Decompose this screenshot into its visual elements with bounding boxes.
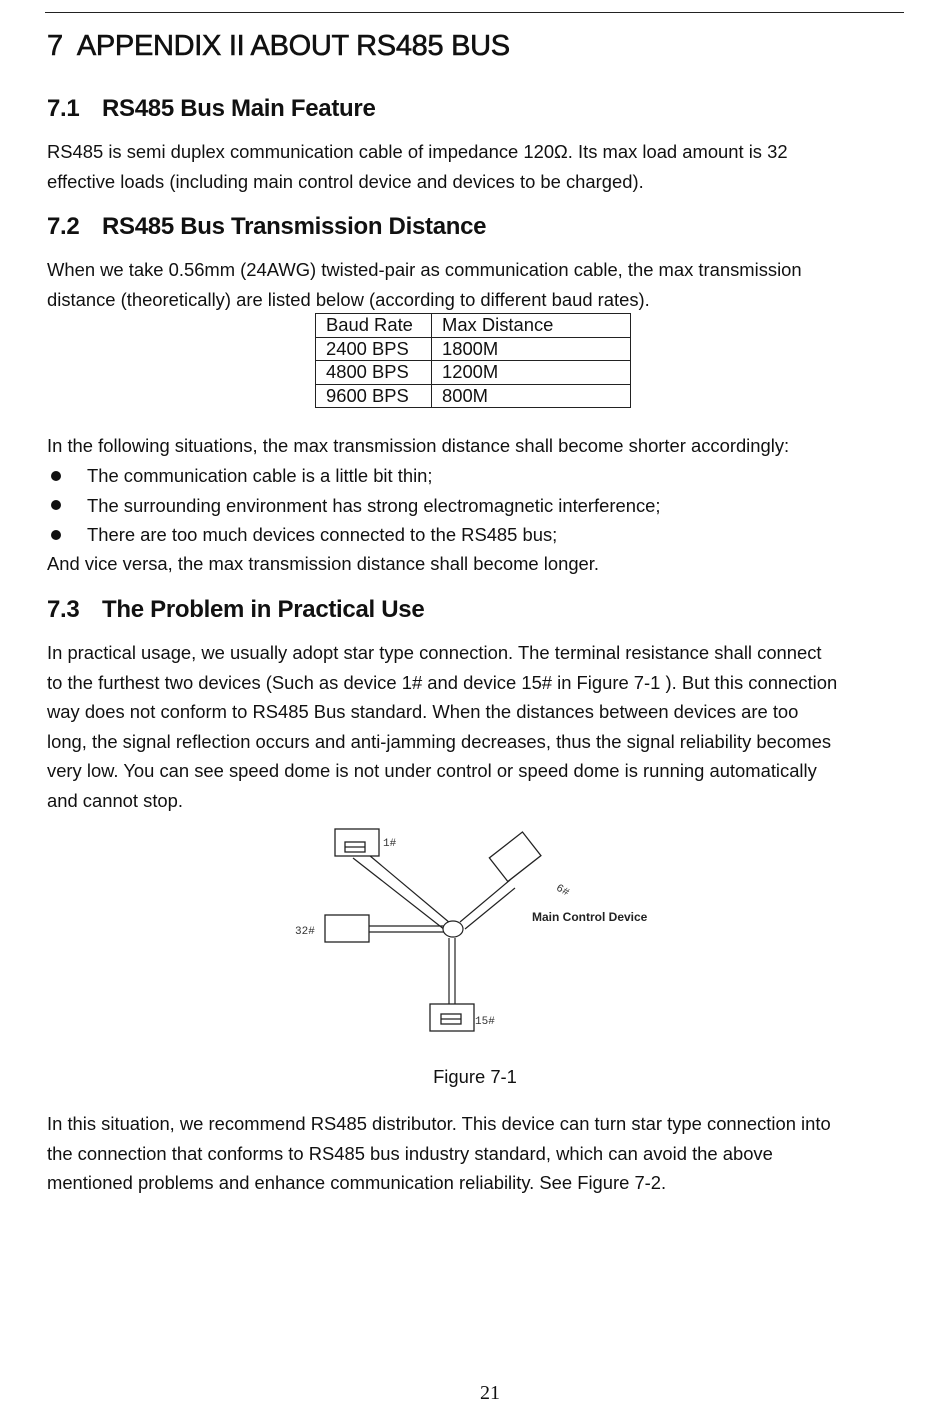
table-cell: 800M	[432, 384, 631, 408]
section-7-1-heading	[47, 95, 376, 123]
paragraph-line: way does not conform to RS485 Bus standard. When the distances between devices are too	[47, 701, 799, 722]
paragraph-line: mentioned problems and enhance communication reliability. See Figure 7-2.	[47, 1172, 667, 1193]
bullet-icon	[51, 500, 61, 510]
paragraph-line: very low. You can see speed dome is not under control or speed dome is running automatically	[47, 760, 817, 781]
table-cell: 1200M	[432, 361, 631, 385]
chapter-title	[47, 30, 510, 63]
header-rule	[45, 12, 904, 13]
paragraph-line: the connection that conforms to RS485 bus industry standard, which can avoid the above	[47, 1142, 773, 1164]
table-cell: 9600 BPS	[316, 384, 432, 408]
junction-node	[443, 921, 463, 937]
figure-caption: Figure 7-1	[433, 1066, 517, 1087]
list-item	[47, 520, 661, 550]
cable-line	[465, 888, 515, 929]
baud-rate-table	[315, 313, 631, 408]
section-title: RS485 Bus Main Feature	[102, 95, 376, 122]
main-control-device-label: Main Control Device	[532, 910, 648, 924]
table-cell: 4800 BPS	[316, 361, 432, 385]
section-number: 7.3	[47, 596, 80, 623]
table-header-row	[316, 314, 631, 338]
device-32	[325, 915, 369, 942]
table-row	[316, 384, 631, 408]
device-15	[430, 1004, 474, 1031]
device-32-label: 32#	[295, 926, 315, 938]
device-6	[489, 832, 541, 881]
paragraph-line: In practical usage, we usually adopt star type connection. The terminal resistance shall connect	[47, 642, 822, 663]
paragraph-line: to the furthest two devices (Such as device 1# and device 15# in Figure 7-1 ). But this connection	[47, 671, 838, 693]
bullet-icon	[51, 530, 61, 540]
section-7-3-paragraph	[47, 638, 907, 815]
list-item-text: The communication cable is a little bit thin;	[87, 465, 433, 486]
cable-line	[363, 850, 450, 923]
section-7-1-paragraph	[47, 137, 907, 196]
cable-line	[460, 880, 510, 922]
paragraph-line: and cannot stop.	[47, 789, 183, 811]
section-title: RS485 Bus Transmission Distance	[102, 213, 487, 240]
paragraph-line: distance (theoretically) are listed below (according to different baud rates).	[47, 288, 650, 310]
paragraph-line: RS485 is semi duplex communication cable of impedance 120Ω. Its max load amount is 32	[47, 141, 788, 162]
section-7-2-paragraph	[47, 255, 907, 314]
paragraph-line: When we take 0.56mm (24AWG) twisted-pair as communication cable, the max transmission	[47, 259, 802, 280]
situations-list	[47, 461, 661, 550]
list-item-text: The surrounding environment has strong electromagnetic interference;	[87, 494, 661, 516]
section-7-3-heading	[47, 596, 424, 624]
bullet-icon	[51, 471, 61, 481]
table-row	[316, 337, 631, 361]
list-item-text: There are too much devices connected to the RS485 bus;	[87, 524, 558, 545]
star-connection-diagram	[285, 820, 675, 1040]
paragraph-line: In this situation, we recommend RS485 distributor. This device can turn star type connection into	[47, 1113, 831, 1134]
device-15-label: 15#	[475, 1016, 495, 1028]
list-item	[47, 491, 661, 521]
list-item	[47, 461, 661, 491]
situations-intro: In the following situations, the max transmission distance shall become shorter accordingly:	[47, 435, 790, 456]
table-header-cell: Baud Rate	[316, 314, 432, 338]
device-1	[335, 829, 379, 856]
section-number: 7.1	[47, 95, 80, 122]
table-cell: 1800M	[432, 337, 631, 361]
situations-closing: And vice versa, the max transmission distance shall become longer.	[47, 553, 599, 574]
chapter-title-text: APPENDIX II ABOUT RS485 BUS	[76, 30, 510, 62]
device-1-label: 1#	[383, 838, 397, 850]
section-number: 7.2	[47, 213, 80, 240]
device-6-label: 6#	[553, 882, 571, 900]
table-cell: 2400 BPS	[316, 337, 432, 361]
chapter-number: 7	[47, 30, 63, 62]
paragraph-line: effective loads (including main control device and devices to be charged).	[47, 170, 644, 192]
page-number: 21	[480, 1382, 500, 1404]
section-7-2-heading	[47, 213, 486, 241]
paragraph-line: long, the signal reflection occurs and anti-jamming decreases, thus the signal reliability becomes	[47, 730, 832, 752]
table-header-cell: Max Distance	[432, 314, 631, 338]
section-title: The Problem in Practical Use	[102, 596, 425, 623]
table-row	[316, 361, 631, 385]
recommendation-paragraph	[47, 1109, 907, 1198]
